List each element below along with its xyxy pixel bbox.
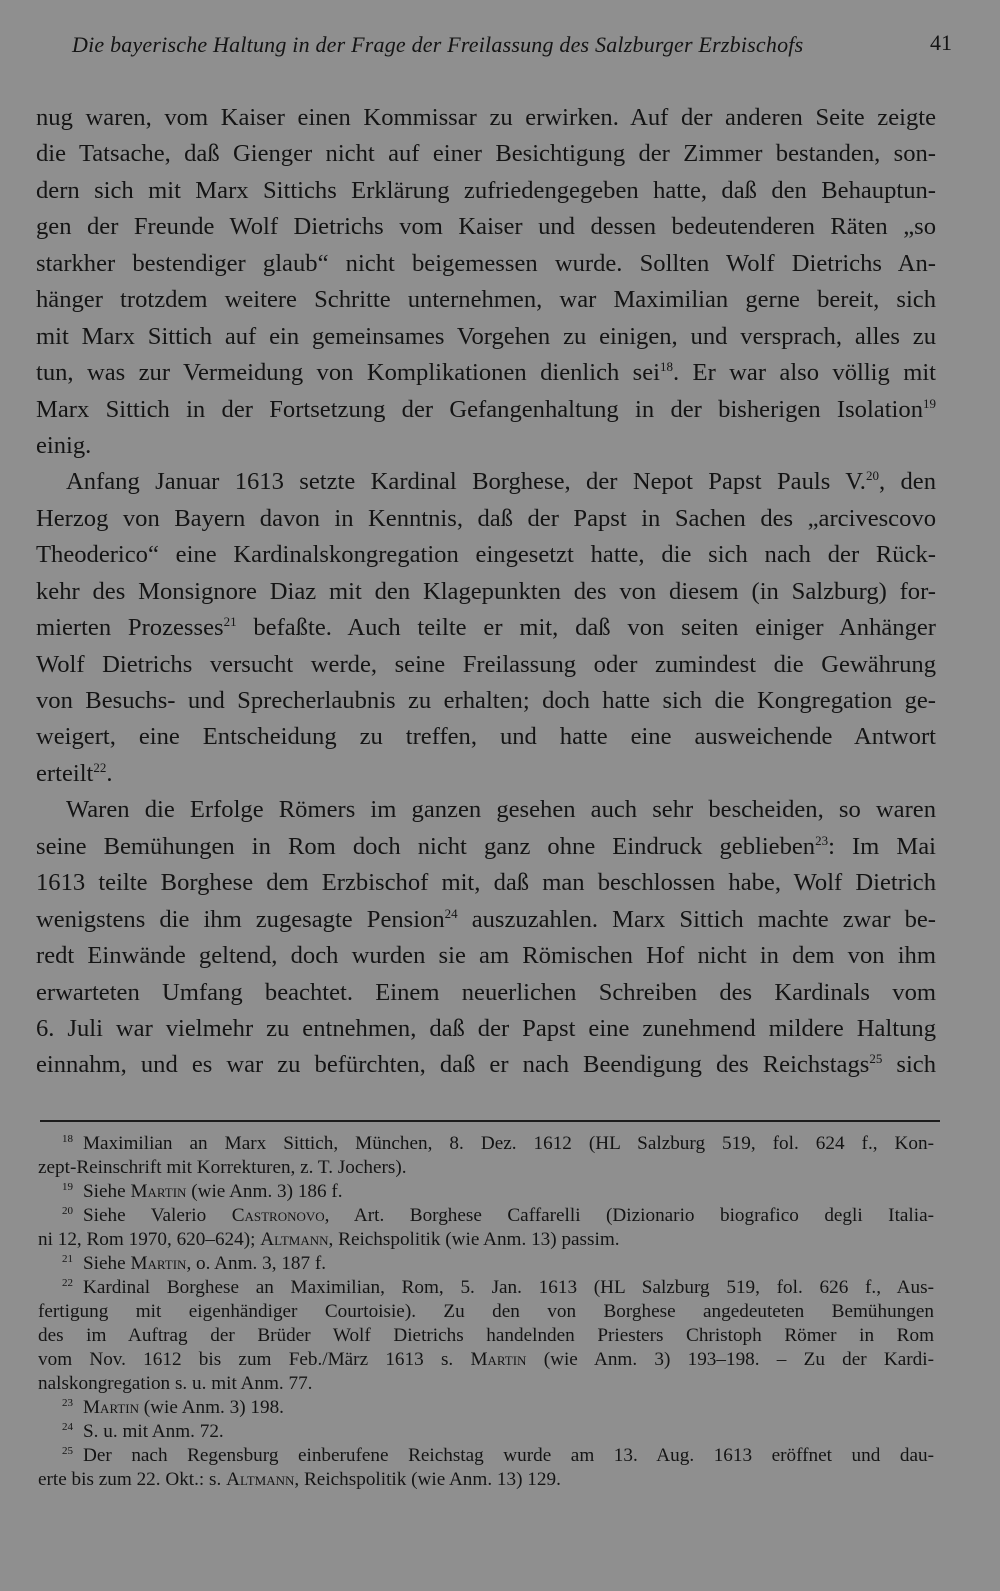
text-line: hänger trotzdem weitere Schritte unternehmen, war Maximilian gerne bereit, sich — [36, 286, 936, 314]
text-run: wenigstens die ihm zugesagte Pension — [36, 905, 445, 933]
text-run: seine Bemühungen in Rom doch nicht ganz ohne Eindruck geblieben — [36, 832, 816, 860]
text-line: 6. Juli war vielmehr zu entnehmen, daß der Papst eine zunehmend mildere Haltung — [36, 1014, 936, 1042]
text-run: Marx Sittich in der Fortsetzung der Gefangenhaltung in der bisherigen Isolation — [36, 395, 923, 423]
footnote-line: fertigung mit eigenhändiger Courtoisie). Zu den von Borghese angedeuteten Bemühungen — [38, 1301, 934, 1322]
footnote-20 — [38, 1204, 934, 1252]
footnote-line: zept-Reinschrift mit Korrekturen, z. T. Jochers). — [38, 1157, 407, 1178]
footnote-line — [38, 1348, 934, 1372]
footnote-line — [38, 1252, 934, 1276]
text-run: : Im Mai — [828, 832, 936, 860]
footnote-number: 24 — [62, 1421, 73, 1433]
footnote-text: erte bis zum 22. Okt.: s. — [38, 1469, 227, 1490]
footnote-24 — [38, 1420, 934, 1444]
author-name: Castronovo — [231, 1205, 325, 1226]
footnote-separator — [40, 1120, 940, 1122]
running-title: Die bayerische Haltung in der Frage der Freilassung des Salzburger Erzbischofs — [72, 32, 804, 57]
text-line — [36, 464, 936, 500]
author-name: Martin — [470, 1349, 527, 1370]
text-line — [36, 1047, 936, 1083]
text-line: gen der Freunde Wolf Dietrichs vom Kaiser und dessen bedeutenderen Räten „so — [36, 213, 936, 241]
paragraph-2 — [36, 464, 936, 792]
footnote-ref: 22 — [93, 759, 107, 775]
footnote-23 — [38, 1396, 934, 1420]
footnote-19 — [38, 1180, 934, 1204]
footnote-number: 23 — [62, 1397, 73, 1409]
footnote-text: Siehe — [83, 1253, 131, 1274]
footnote-text: (wie Anm. 3) 198. — [139, 1397, 284, 1418]
page-number: 41 — [930, 30, 952, 55]
footnote-text: Der nach Regensburg einberufene Reichstag wurde am 13. Aug. 1613 eröffnet und dau- — [83, 1445, 934, 1466]
footnote-text: Siehe — [83, 1181, 131, 1202]
footnote-25 — [38, 1444, 934, 1492]
footnote-text: S. u. mit Anm. 72. — [83, 1421, 224, 1442]
footnote-number: 19 — [62, 1181, 73, 1193]
author-name: Martin — [83, 1397, 139, 1418]
text-run: befaßte. Auch teilte er mit, daß von seiten einiger Anhänger — [236, 614, 936, 642]
footnote-ref: 23 — [815, 832, 829, 848]
footnote-line — [38, 1396, 934, 1420]
footnote-text: Siehe Valerio — [83, 1205, 232, 1226]
footnote-line: nalskongregation s. u. mit Anm. 77. — [38, 1373, 313, 1394]
text-run: . Er war also völlig mit — [673, 359, 936, 387]
footnote-text: , Art. Borghese Caffarelli (Dizionario biografico degli Italia- — [324, 1205, 934, 1226]
author-name: Martin — [130, 1253, 187, 1274]
footnote-ref: 18 — [660, 359, 673, 375]
footnote-line — [38, 1132, 934, 1156]
text-line: nug waren, vom Kaiser einen Kommissar zu erwirken. Auf der anderen Seite zeigte — [36, 104, 936, 131]
text-line: einig. — [36, 431, 92, 459]
text-line: Herzog von Bayern davon in Kenntnis, daß der Papst in Sachen des „arcivescovo — [36, 504, 936, 532]
footnote-ref: 24 — [444, 905, 458, 921]
text-line — [36, 756, 936, 792]
footnote-ref: 21 — [223, 614, 237, 630]
footnote-ref: 20 — [865, 468, 879, 484]
footnote-text: ni 12, Rom 1970, 620–624); — [38, 1229, 261, 1250]
footnote-text: (wie Anm. 3) 186 f. — [186, 1181, 343, 1202]
running-head — [72, 30, 952, 62]
text-run: , den — [878, 468, 936, 496]
paragraph-3 — [36, 792, 936, 1084]
footnote-line — [38, 1276, 934, 1300]
footnote-ref: 25 — [869, 1051, 883, 1067]
footnote-text: , Reichspolitik (wie Anm. 13) 129. — [294, 1469, 561, 1490]
text-run: . — [106, 759, 113, 787]
footnote-number: 22 — [62, 1277, 73, 1289]
paragraph-1 — [36, 100, 936, 464]
text-line — [36, 829, 936, 865]
footnote-line — [38, 1228, 934, 1252]
footnote-text: , Reichspolitik (wie Anm. 13) passim. — [328, 1229, 620, 1250]
text-line: Theoderico“ eine Kardinalskongregation eingesetzt hatte, die sich nach der Rück- — [36, 541, 936, 569]
footnote-line — [38, 1444, 934, 1468]
text-line: redt Einwände geltend, doch wurden sie am Römischen Hof nicht in dem von ihm — [36, 942, 936, 970]
text-line: die Tatsache, daß Gienger nicht auf einer Besichtigung der Zimmer bestanden, son- — [36, 140, 936, 168]
text-line: Wolf Dietrichs versucht werde, seine Freilassung oder zumindest die Gewährung — [36, 650, 936, 678]
footnote-22 — [38, 1276, 934, 1396]
text-run: einnahm, und es war zu befürchten, daß er nach Beendigung des Reichstags — [36, 1051, 870, 1079]
text-run: tun, was zur Vermeidung von Komplikationen dienlich sei — [36, 359, 660, 387]
author-name: Altmann — [260, 1229, 329, 1250]
footnote-text: vom Nov. 1612 bis zum Feb./März 1613 s. — [38, 1349, 471, 1370]
footnote-text: (wie Anm. 3) 193–198. – Zu der Kardi- — [526, 1349, 934, 1370]
footnote-line — [38, 1180, 934, 1204]
text-line: mit Marx Sittich auf ein gemeinsames Vorgehen zu einigen, und versprach, alles zu — [36, 322, 936, 350]
author-name: Altmann — [226, 1469, 295, 1490]
footnote-line: des im Auftrag der Brüder Wolf Dietrichs handelnden Priesters Christoph Römer in Rom — [38, 1325, 934, 1346]
footnote-text: , o. Anm. 3, 187 f. — [186, 1253, 327, 1274]
footnote-number: 18 — [62, 1133, 73, 1145]
footnote-text: Kardinal Borghese an Maximilian, Rom, 5. Jan. 1613 (HL Salzburg 519, fol. 626 f., Aus- — [83, 1277, 934, 1298]
footnote-line — [38, 1420, 934, 1444]
text-line: von Besuchs- und Sprecherlaubnis zu erhalten; doch hatte sich die Kongregation ge- — [36, 687, 936, 714]
text-run: Anfang Januar 1613 setzte Kardinal Borghese, der Nepot Papst Pauls V. — [66, 468, 866, 496]
text-line: 1613 teilte Borghese dem Erzbischof mit, daß man beschlossen habe, Wolf Dietrich — [36, 869, 936, 897]
text-run: erteilt — [36, 759, 94, 787]
footnote-18 — [38, 1132, 934, 1180]
footnote-21 — [38, 1252, 934, 1276]
text-line — [36, 392, 936, 428]
text-line: erwarteten Umfang beachtet. Einem neuerlichen Schreiben des Kardinals vom — [36, 978, 936, 1006]
text-run: auszuzahlen. Marx Sittich machte zwar be- — [457, 905, 936, 933]
text-line: dern sich mit Marx Sittichs Erklärung zufriedengegeben hatte, daß den Behauptun- — [36, 176, 936, 204]
text-line: weigert, eine Entscheidung zu treffen, und hatte eine ausweichende Antwort — [36, 723, 936, 751]
footnote-text: Maximilian an Marx Sittich, München, 8. Dez. 1612 (HL Salzburg 519, fol. 624 f., Kon- — [83, 1133, 934, 1154]
text-line — [36, 902, 936, 938]
author-name: Martin — [130, 1181, 187, 1202]
footnote-line — [38, 1204, 934, 1228]
footnote-line — [38, 1468, 934, 1492]
footnote-number: 25 — [62, 1445, 73, 1457]
text-line — [36, 610, 936, 646]
footnote-number: 20 — [62, 1205, 73, 1217]
footnote-ref: 19 — [923, 395, 936, 411]
text-run: sich — [882, 1051, 937, 1079]
footnotes — [38, 1132, 934, 1492]
text-run: mierten Prozesses — [36, 614, 224, 642]
text-line: kehr des Monsignore Diaz mit den Klagepunkten des von diesem (in Salzburg) for- — [36, 577, 936, 605]
text-line — [36, 355, 936, 391]
footnote-number: 21 — [62, 1253, 73, 1265]
text-line: starkher bestendiger glaub“ nicht beigemessen wurde. Sollten Wolf Dietrichs An- — [36, 249, 936, 277]
text-line: Waren die Erfolge Römers im ganzen gesehen auch sehr bescheiden, so waren — [66, 796, 936, 824]
body-text — [36, 100, 936, 1084]
